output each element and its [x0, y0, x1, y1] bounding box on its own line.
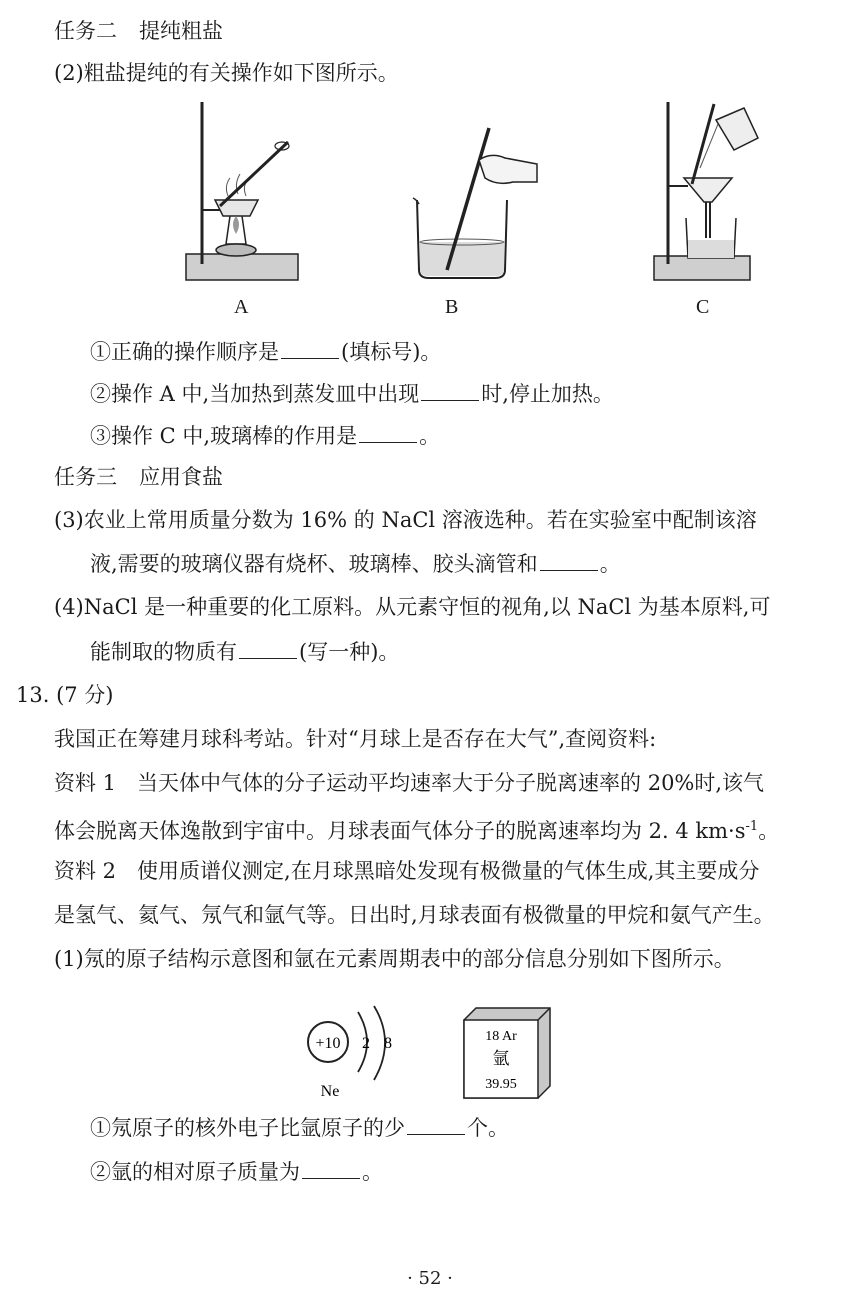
task3-heading-title: 应用食盐 [139, 465, 223, 489]
task2-sub3 [90, 420, 440, 451]
unit-exponent: -1 [745, 819, 759, 834]
question-2-text: (2)粗盐提纯的有关操作如下图所示。 [54, 61, 399, 85]
task2-sub1 [90, 336, 441, 367]
question-4-suffix: (写一种)。 [299, 640, 400, 664]
task2-sub1-text: ①正确的操作顺序是 [90, 340, 279, 364]
ne-symbol: Ne [320, 1083, 340, 1100]
answer-blank[interactable] [407, 1112, 465, 1135]
answer-blank[interactable] [281, 336, 339, 359]
question-13-sub2 [90, 1156, 383, 1187]
material-1-line1: 资料 1 当天体中气体的分子运动平均速率大于分子脱离速率的 20%时,该气 [54, 771, 765, 795]
question-13-sub2-suffix: 。 [362, 1160, 383, 1184]
answer-blank[interactable] [302, 1156, 360, 1179]
page-number: · 52 · [407, 1268, 453, 1289]
question-3-line1: (3)农业上常用质量分数为 16% 的 NaCl 溶液选种。若在实验室中配制该溶 [54, 508, 757, 532]
question-13-sub2-text: ②氩的相对原子质量为 [90, 1160, 300, 1184]
task3-heading [54, 462, 223, 492]
question-13-sub1-suffix: 个。 [467, 1116, 509, 1140]
question-4-line2 [90, 636, 399, 667]
question-3-line2 [90, 548, 621, 579]
figure-evaporation [180, 98, 305, 288]
task2-heading [54, 16, 223, 46]
ar-mass: 39.95 [485, 1077, 517, 1092]
question-13-1-text: (1)氖的原子结构示意图和氩在元素周期表中的部分信息分别如下图所示。 [54, 947, 735, 971]
material-2-line1: 资料 2 使用质谱仪测定,在月球黑暗处发现有极微量的气体生成,其主要成分 [54, 859, 760, 883]
answer-blank[interactable] [540, 548, 598, 571]
ne-shell1-electrons: 2 [362, 1035, 370, 1052]
figure-c-label: C [696, 296, 710, 318]
ar-number-symbol: 18 Ar [485, 1029, 517, 1044]
task2-sub2-suffix: 时,停止加热。 [481, 382, 614, 406]
question-3-text: 液,需要的玻璃仪器有烧杯、玻璃棒、胶头滴管和 [90, 552, 538, 576]
neon-atom-diagram [300, 1004, 410, 1104]
answer-blank[interactable] [359, 420, 417, 443]
task3-heading-label: 任务三 [54, 465, 117, 489]
answer-blank[interactable] [421, 378, 479, 401]
ne-shell2-electrons: 8 [384, 1035, 392, 1052]
material-1-text: 体会脱离天体逸散到宇宙中。月球表面气体分子的脱离速率均为 2. 4 km·s [54, 819, 746, 843]
task2-heading-label: 任务二 [54, 19, 117, 43]
question-4-text: 能制取的物质有 [90, 640, 237, 664]
answer-blank[interactable] [239, 636, 297, 659]
question-4-line1: (4)NaCl 是一种重要的化工原料。从元素守恒的视角,以 NaCl 为基本原料,可 [54, 595, 771, 619]
figure-b-label: B [445, 296, 459, 318]
task2-sub1-suffix: (填标号)。 [341, 340, 442, 364]
figure-filtration [648, 98, 773, 288]
task2-heading-title: 提纯粗盐 [139, 19, 223, 43]
task2-sub3-suffix: 。 [419, 424, 441, 448]
question-3-suffix: 。 [599, 552, 621, 576]
material-1-suffix: 。 [758, 819, 780, 843]
material-2-line2: 是氢气、氦气、氖气和氩气等。日出时,月球表面有极微量的甲烷和氨气产生。 [54, 903, 775, 927]
question-13-sub1 [90, 1112, 509, 1143]
ar-name: 氩 [492, 1049, 510, 1068]
ne-nucleus-charge: +10 [315, 1035, 341, 1052]
figure-a-label: A [234, 296, 249, 318]
task2-sub3-text: ③操作 C 中,玻璃棒的作用是 [90, 424, 358, 448]
question-13-sub1-text: ①氖原子的核外电子比氩原子的少 [90, 1116, 405, 1140]
material-1-line2 [54, 812, 779, 846]
question-13-intro: 我国正在筹建月球科考站。针对“月球上是否存在大气”,查阅资料: [54, 727, 657, 751]
task2-sub2 [90, 378, 614, 409]
task2-sub2-text: ②操作 A 中,当加热到蒸发皿中出现 [90, 382, 420, 406]
question-13-number: 13. (7 分) [16, 683, 114, 707]
argon-element-cell [462, 1006, 556, 1102]
figure-dissolving [405, 120, 545, 285]
